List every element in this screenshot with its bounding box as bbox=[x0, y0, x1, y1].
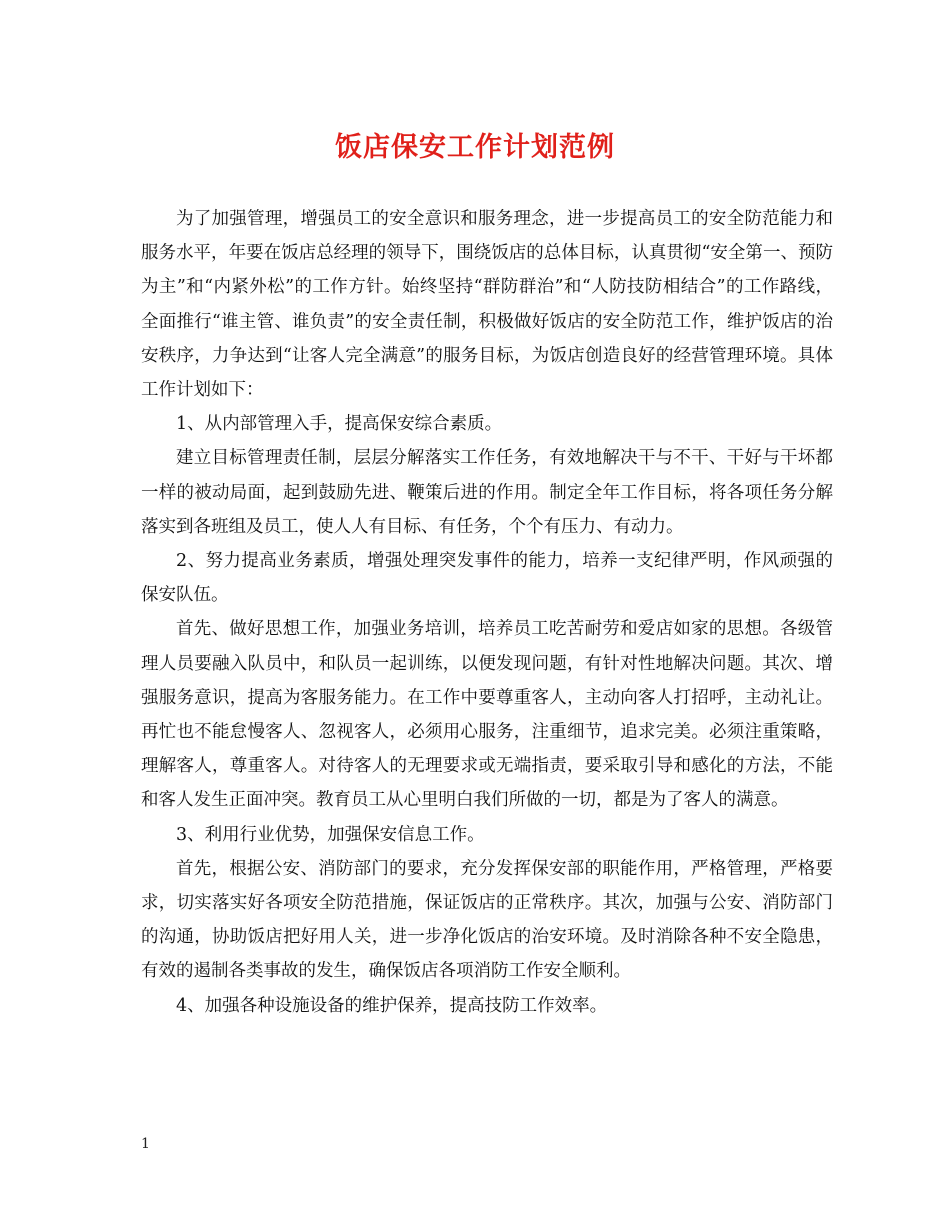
section-heading-3: 3、利用行业优势，加强保安信息工作。 bbox=[176, 824, 485, 845]
paragraph-section-1: 建立目标管理责任制，层层分解落实工作任务，有效地解决干与不干、干好与干坏都一样的被动局面，起到鼓励先进、鞭策后进的作用。制定全年工作目标，将各项任务分解落实到各班组及员工，使人人有目标、有任务，个个有压力、有动力。 bbox=[141, 448, 833, 537]
section-heading-4: 4、加强各种设施设备的维护保养，提高技防工作效率。 bbox=[176, 995, 608, 1016]
document-body bbox=[141, 202, 833, 1023]
section-heading-1: 1、从内部管理入手，提高保安综合素质。 bbox=[176, 414, 503, 435]
paragraph-section-2: 首先、做好思想工作，加强业务培训，培养员工吃苦耐劳和爱店如家的思想。各级管理人员要融入队员中，和队员一起训练，以便发现问题，有针对性地解决问题。其次、增强服务意识，提高为客服务能力。在工作中要尊重客人，主动向客人打招呼，主动礼让。再忙也不能怠慢客人、忽视客人，必须用心服务，注重细节，追求完美。必须注重策略，理解客人，尊重客人。对待客人的无理要求或无端指责，要采取引导和感化的方法，不能和客人发生正面冲突。教育员工从心里明白我们所做的一切，都是为了客人的满意。 bbox=[141, 619, 833, 811]
section-heading-2: 2、努力提高业务素质，增强处理突发事件的能力，培养一支纪律严明，作风顽强的保安队伍。 bbox=[141, 551, 833, 606]
page-number: 1 bbox=[141, 1136, 150, 1152]
document-title: 饭店保安工作计划范例 bbox=[335, 132, 615, 163]
paragraph-intro: 为了加强管理，增强员工的安全意识和服务理念，进一步提高员工的安全防范能力和服务水平，年要在饭店总经理的领导下，围绕饭店的总体目标，认真贯彻“安全第一、预防为主”和“内紧外松”的工作方针。始终坚持“群防群治”和“人防技防相结合”的工作路线，全面推行“谁主管、谁负责”的安全责任制，积极做好饭店的安全防范工作，维护饭店的治安秩序，力争达到“让客人完全满意”的服务目标，为饭店创造良好的经营管理环境。具体工作计划如下： bbox=[141, 209, 833, 401]
paragraph-section-3: 首先，根据公安、消防部门的要求，充分发挥保安部的职能作用，严格管理，严格要求，切实落实好各项安全防范措施，保证饭店的正常秩序。其次，加强与公安、消防部门的沟通，协助饭店把好用人关，进一步净化饭店的治安环境。及时消除各种不安全隐患，有效的遏制各类事故的发生，确保饭店各项消防工作安全顺利。 bbox=[141, 858, 833, 982]
